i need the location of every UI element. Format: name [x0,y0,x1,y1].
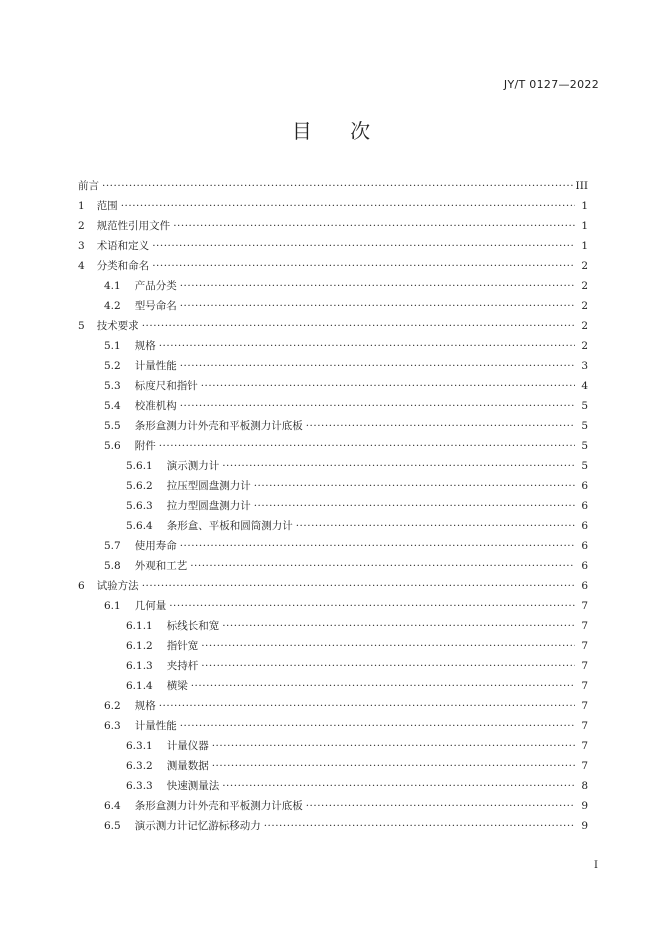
toc-entry[interactable] [78,296,588,316]
toc-entry[interactable] [78,556,588,576]
toc-entry-label: 使用寿命 [134,540,177,552]
toc-entry-label: 计量性能 [134,360,177,372]
toc-entry-label: 技术要求 [96,320,139,332]
toc-entry-number: 6.3.1 [126,740,153,752]
toc-entry-page: 9 [581,820,588,832]
toc-leader-dots [201,376,575,396]
toc-entry-number: 6.3 [104,720,121,732]
toc-leader-dots [212,756,575,776]
toc-entry-number: 6.3.3 [126,780,153,792]
toc-entry-page: 6 [581,520,588,532]
toc-leader-dots [264,816,575,836]
toc-entry-number: 5.6.2 [126,480,153,492]
toc-entry-number: 5.8 [104,560,121,572]
toc-entry[interactable] [78,536,588,556]
toc-entry-number: 4 [78,260,85,272]
toc-entry[interactable] [78,736,588,756]
toc-entry-label: 分类和命名 [96,260,150,272]
toc-entry[interactable] [78,516,588,536]
toc-leader-dots [254,476,575,496]
toc-entry-number: 5.6.3 [126,500,153,512]
toc-leader-dots [142,576,575,596]
toc-entry-label: 产品分类 [134,280,177,292]
toc-entry[interactable] [78,776,588,796]
toc-entry-label: 标度尺和指针 [134,380,198,392]
toc-entry[interactable] [78,596,588,616]
toc-entry-page: 1 [581,220,588,232]
toc-entry-number: 5.3 [104,380,121,392]
toc-entry-label: 拉压型圆盘测力计 [166,480,251,492]
toc-entry-number: 6.1.4 [126,680,153,692]
toc-entry[interactable] [78,676,588,696]
toc-entry-label: 外观和工艺 [134,560,188,572]
toc-entry[interactable] [78,316,588,336]
toc-entry-page: III [575,180,588,192]
toc-leader-dots [180,536,575,556]
toc-entry-number: 5.4 [104,400,121,412]
toc-entry-page: 2 [581,280,588,292]
toc-entry-page: 2 [581,320,588,332]
toc-entry-page: 7 [581,620,588,632]
toc-entry-number: 1 [78,200,85,212]
toc-entry-label: 附件 [134,440,156,452]
toc-leader-dots [296,516,575,536]
toc-leader-dots [173,216,575,236]
toc-entry-page: 1 [581,200,588,212]
toc-leader-dots [152,256,575,276]
toc-entry[interactable] [78,496,588,516]
toc-entry-page: 2 [581,300,588,312]
toc-entry[interactable] [78,416,588,436]
toc-entry-number: 4.2 [104,300,121,312]
toc-leader-dots [180,396,575,416]
toc-entry[interactable] [78,696,588,716]
toc-entry-page: 3 [581,360,588,372]
toc-entry-number: 6.5 [104,820,121,832]
toc-entry[interactable] [78,336,588,356]
toc-entry[interactable] [78,236,588,256]
toc-entry[interactable] [78,436,588,456]
toc-leader-dots [180,716,575,736]
toc-entry-number: 6.4 [104,800,121,812]
toc-entry-label: 条形盒、平板和圆筒测力计 [166,520,293,532]
toc-entry-label: 校准机构 [134,400,177,412]
page-folio: I [594,860,598,871]
toc-entry-page: 7 [581,600,588,612]
toc-entry-page: 6 [581,560,588,572]
standard-code: JY/T 0127—2022 [503,78,599,91]
toc-entry-label: 演示测力计 [166,460,220,472]
toc-entry-label: 测量数据 [166,760,209,772]
toc-entry-number: 6.3.2 [126,760,153,772]
toc-entry[interactable] [78,396,588,416]
toc-entry-number: 4.1 [104,280,121,292]
toc-entry-number: 6 [78,580,85,592]
toc-entry-page: 2 [581,340,588,352]
toc-entry-label: 规格 [134,700,156,712]
toc-leader-dots [201,636,575,656]
toc-entry[interactable] [78,196,588,216]
toc-leader-dots [306,416,575,436]
toc-leader-dots [180,296,575,316]
toc-entry-number: 6.2 [104,700,121,712]
toc-entry-number: 6.1.2 [126,640,153,652]
page-title: 目 次 [291,119,387,143]
toc-entry-label: 几何量 [134,600,167,612]
toc-entry-label: 计量仪器 [166,740,209,752]
toc-entry[interactable] [78,476,588,496]
toc-entry-number: 6.1.3 [126,660,153,672]
toc-leader-dots [159,696,575,716]
toc-entry-label: 夹持杆 [166,660,199,672]
toc-entry-page: 9 [581,800,588,812]
toc-entry-label: 条形盒测力计外壳和平板测力计底板 [134,420,303,432]
toc-leader-dots [180,356,575,376]
toc-entry-label: 前言 [78,180,99,192]
toc-entry-page: 5 [581,420,588,432]
toc-entry-label: 术语和定义 [96,240,150,252]
toc-leader-dots [169,596,575,616]
toc-leader-dots [222,456,575,476]
toc-entry-page: 5 [581,440,588,452]
toc-entry-label: 标线长和宽 [166,620,220,632]
toc-entry-page: 1 [581,240,588,252]
toc-entry[interactable] [78,816,588,836]
toc-entry-label: 规格 [134,340,156,352]
toc-entry-number: 3 [78,240,85,252]
toc-entry-page: 7 [581,700,588,712]
toc-entry-page: 7 [581,660,588,672]
toc-entry-label: 范围 [96,200,118,212]
toc-entry-page: 6 [581,500,588,512]
toc-entry[interactable] [78,456,588,476]
toc-entry[interactable] [78,756,588,776]
toc-leader-dots [159,436,575,456]
table-of-contents [78,176,588,836]
toc-entry-page: 8 [581,780,588,792]
toc-entry-number: 5 [78,320,85,332]
toc-entry-page: 6 [581,580,588,592]
toc-entry-number: 5.5 [104,420,121,432]
toc-entry[interactable] [78,376,588,396]
toc-entry-number: 5.6 [104,440,121,452]
toc-leader-dots [212,736,575,756]
toc-leader-dots [306,796,575,816]
toc-entry-number: 5.6.4 [126,520,153,532]
toc-entry[interactable] [78,576,588,596]
toc-entry[interactable] [78,636,588,656]
toc-entry-label: 计量性能 [134,720,177,732]
toc-leader-dots [121,196,575,216]
toc-entry[interactable] [78,656,588,676]
toc-leader-dots [190,556,575,576]
toc-entry[interactable] [78,216,588,236]
toc-entry-page: 7 [581,720,588,732]
toc-entry-number: 5.1 [104,340,121,352]
toc-leader-dots [152,236,575,256]
toc-entry-number: 2 [78,220,85,232]
toc-entry[interactable] [78,716,588,736]
toc-leader-dots [159,336,575,356]
toc-entry[interactable] [78,616,588,636]
toc-entry[interactable] [78,256,588,276]
toc-entry-label: 快速测量法 [166,780,220,792]
toc-entry-page: 6 [581,540,588,552]
toc-entry[interactable] [78,176,588,196]
toc-entry-number: 5.2 [104,360,121,372]
toc-leader-dots [254,496,575,516]
toc-entry-number: 6.1 [104,600,121,612]
toc-leader-dots [180,276,575,296]
toc-entry-label: 试验方法 [96,580,139,592]
toc-entry-number: 6.1.1 [126,620,153,632]
toc-leader-dots [191,676,575,696]
toc-entry-page: 4 [581,380,588,392]
toc-entry-label: 规范性引用文件 [96,220,171,232]
toc-entry[interactable] [78,356,588,376]
toc-entry[interactable] [78,796,588,816]
toc-leader-dots [222,776,575,796]
toc-entry-page: 7 [581,740,588,752]
toc-leader-dots [201,656,575,676]
toc-leader-dots [222,616,575,636]
toc-entry-page: 6 [581,480,588,492]
toc-entry-page: 7 [581,760,588,772]
toc-entry-page: 5 [581,400,588,412]
toc-entry-label: 条形盒测力计外壳和平板测力计底板 [134,800,303,812]
toc-entry-label: 型号命名 [134,300,177,312]
toc-entry-label: 演示测力计记忆游标移动力 [134,820,261,832]
toc-entry[interactable] [78,276,588,296]
toc-entry-label: 指针宽 [166,640,199,652]
toc-entry-page: 2 [581,260,588,272]
toc-entry-number: 5.6.1 [126,460,153,472]
toc-leader-dots [142,316,575,336]
toc-entry-label: 拉力型圆盘测力计 [166,500,251,512]
toc-entry-page: 7 [581,680,588,692]
toc-entry-page: 5 [581,460,588,472]
toc-entry-label: 横梁 [166,680,188,692]
toc-entry-number: 5.7 [104,540,121,552]
toc-leader-dots [102,176,573,196]
toc-entry-page: 7 [581,640,588,652]
